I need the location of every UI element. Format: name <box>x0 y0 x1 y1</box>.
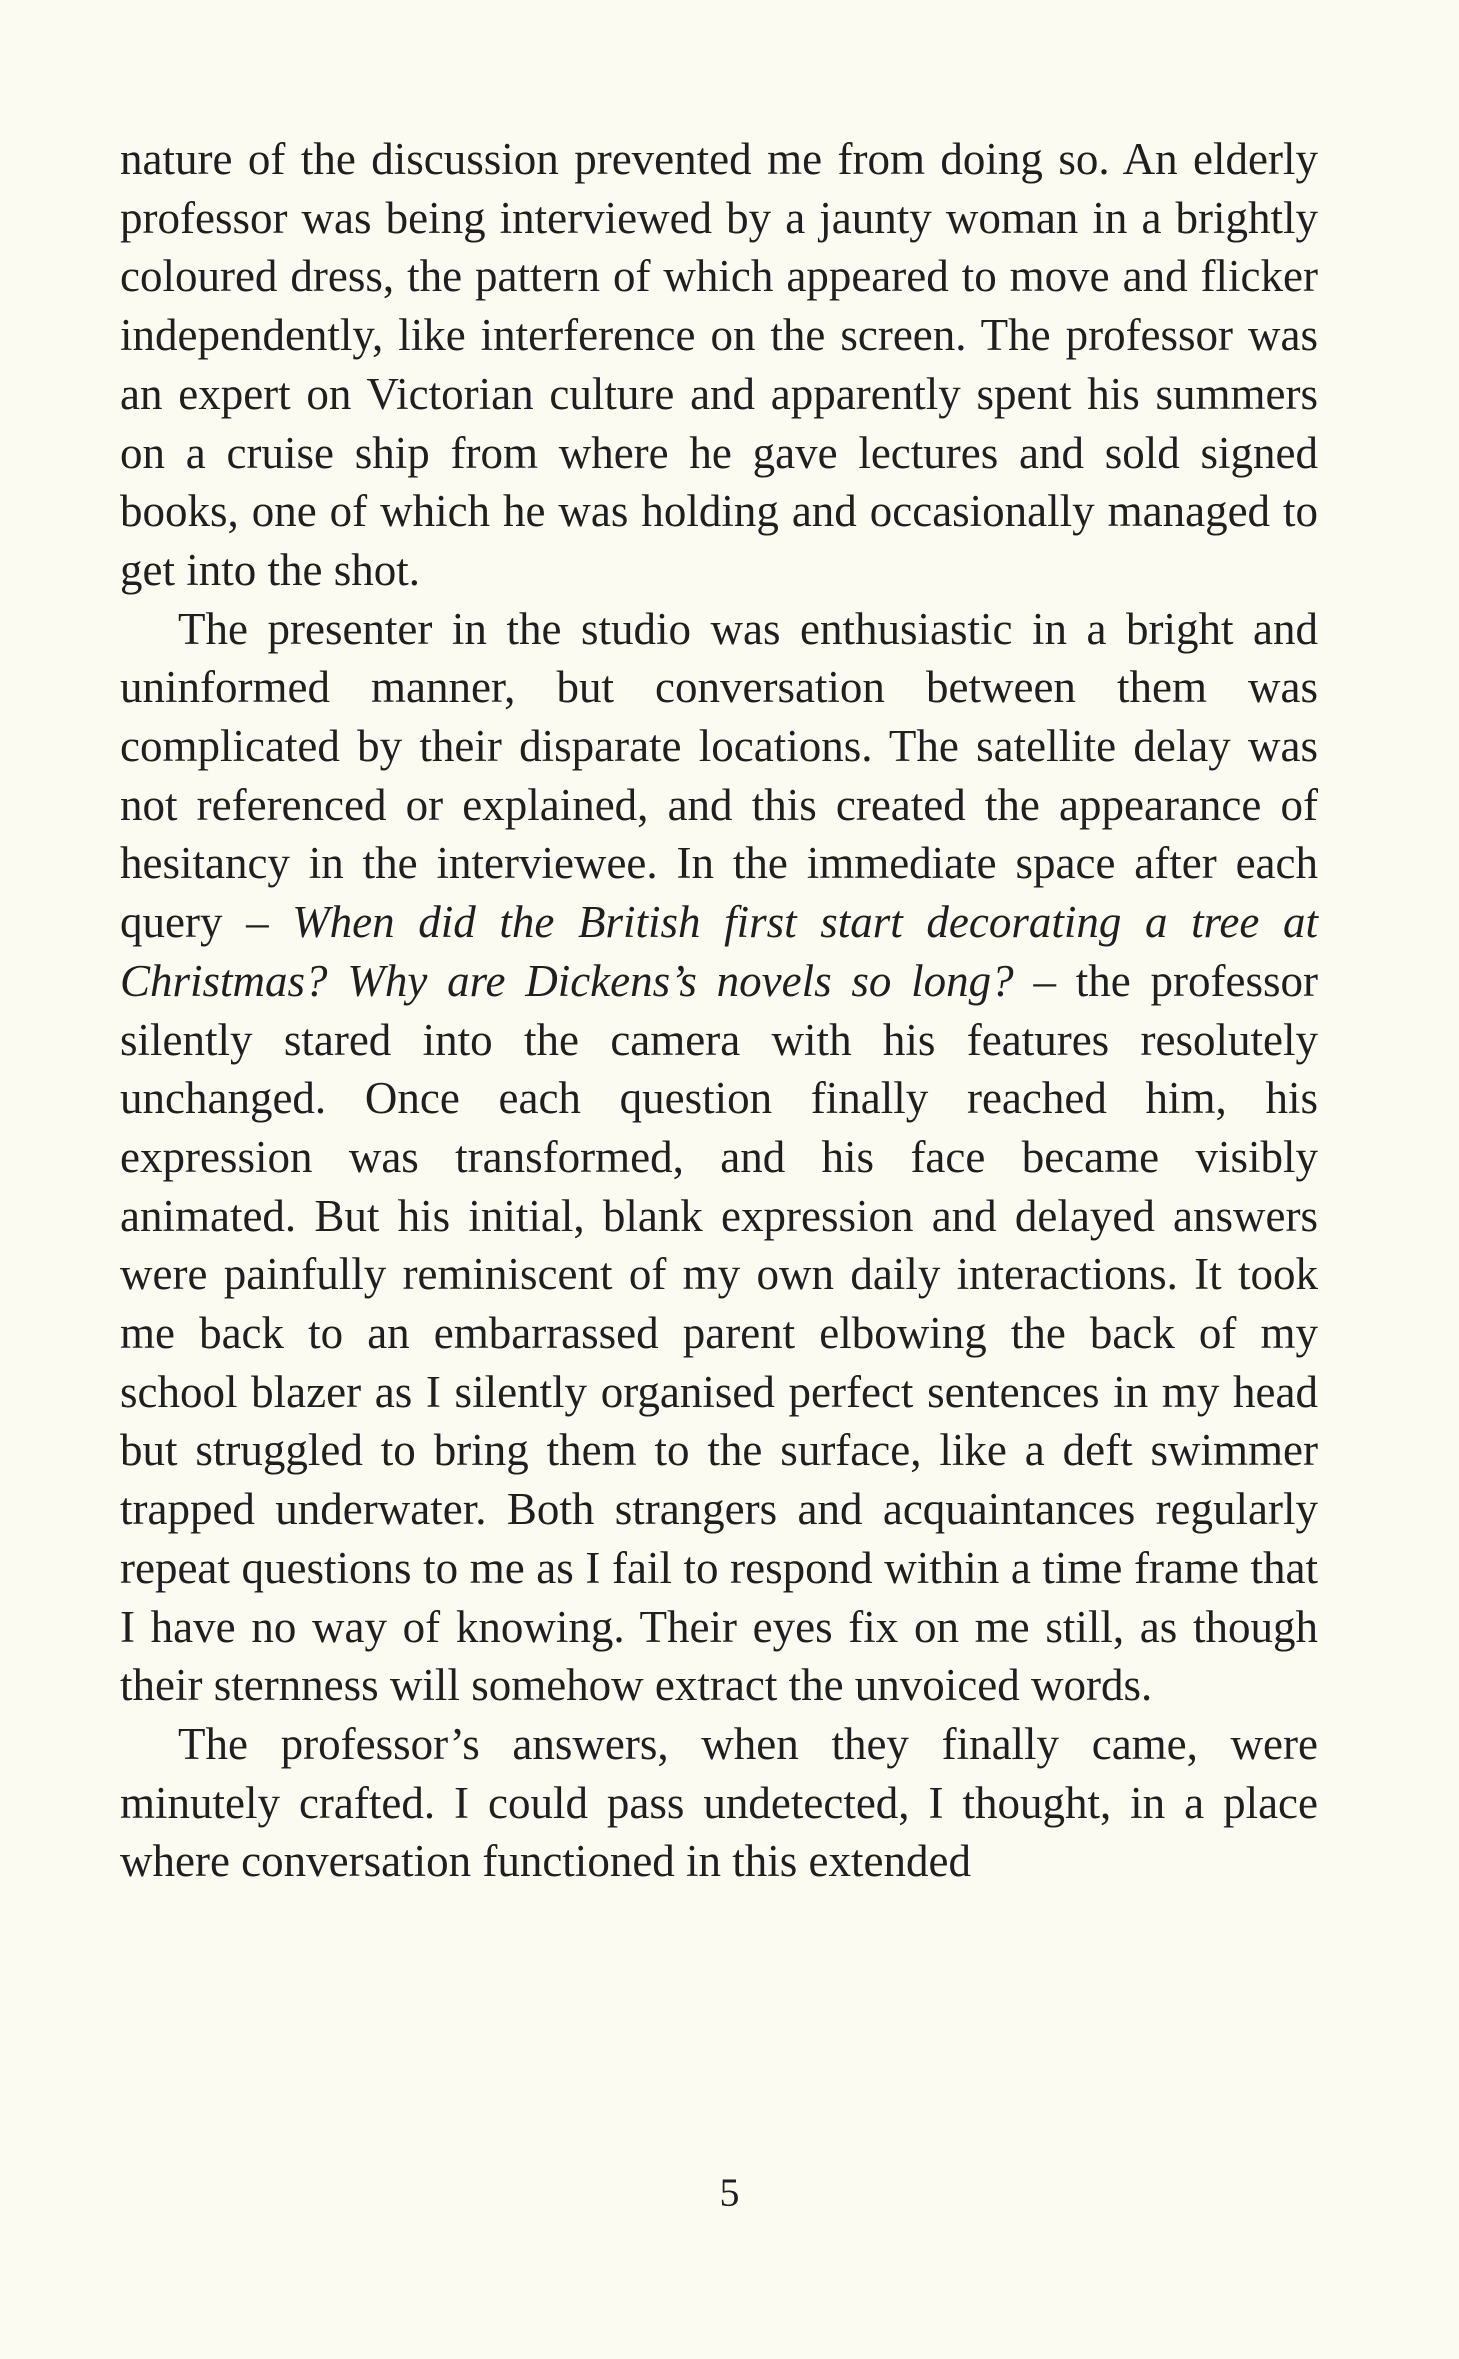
body-text <box>120 130 1318 1891</box>
paragraph-1 <box>120 130 1318 600</box>
paragraph-2 <box>120 600 1318 1715</box>
page-number: 5 <box>719 2170 740 2215</box>
paragraph-2-italic-questions: When did the British first start decorating a tree at Christmas? Why are Dickens’s novels so long? <box>120 897 1318 1006</box>
paragraph-2-text-a: The presenter in the studio was enthusiastic in a bright and uninformed manner, but conversation between them was complicated by their disparate locations. The satellite delay was not referenced or explained, and this created the appearance of hesitancy in the interviewee. In the immediate space after each query – <box>120 603 1318 948</box>
paragraph-1-text: nature of the discussion prevented me from doing so. An elderly professor was being interviewed by a jaunty woman in a brightly coloured dress, the pattern of which appeared to move and flicker independently, like interference on the screen. The professor was an expert on Victorian culture and apparently spent his summers on a cruise ship from where he gave lectures and sold signed books, one of which he was holding and occasionally managed to get into the shot. <box>120 134 1318 595</box>
paragraph-3-text: The professor’s answers, when they finally came, were minutely crafted. I could pass undetected, I thought, in a place where conversation functioned in this extended <box>120 1718 1318 1887</box>
paragraph-3 <box>120 1715 1318 1891</box>
paragraph-2-text-b: – the professor silently stared into the camera with his features resolutely unchanged. Once each question finally reached him, his expression was transformed, and his face became visibly animated. But his initial, blank expression and delayed answers were painfully reminiscent of my own daily interactions. It took me back to an embarrassed parent elbowing the back of my school blazer as I silently organised perfect sentences in my head but struggled to bring them to the surface, like a deft swimmer trapped underwater. Both strangers and acquaintances regularly repeat questions to me as I fail to respond within a time frame that I have no way of knowing. Their eyes fix on me still, as though their sternness will somehow extract the unvoiced words. <box>120 955 1318 1711</box>
